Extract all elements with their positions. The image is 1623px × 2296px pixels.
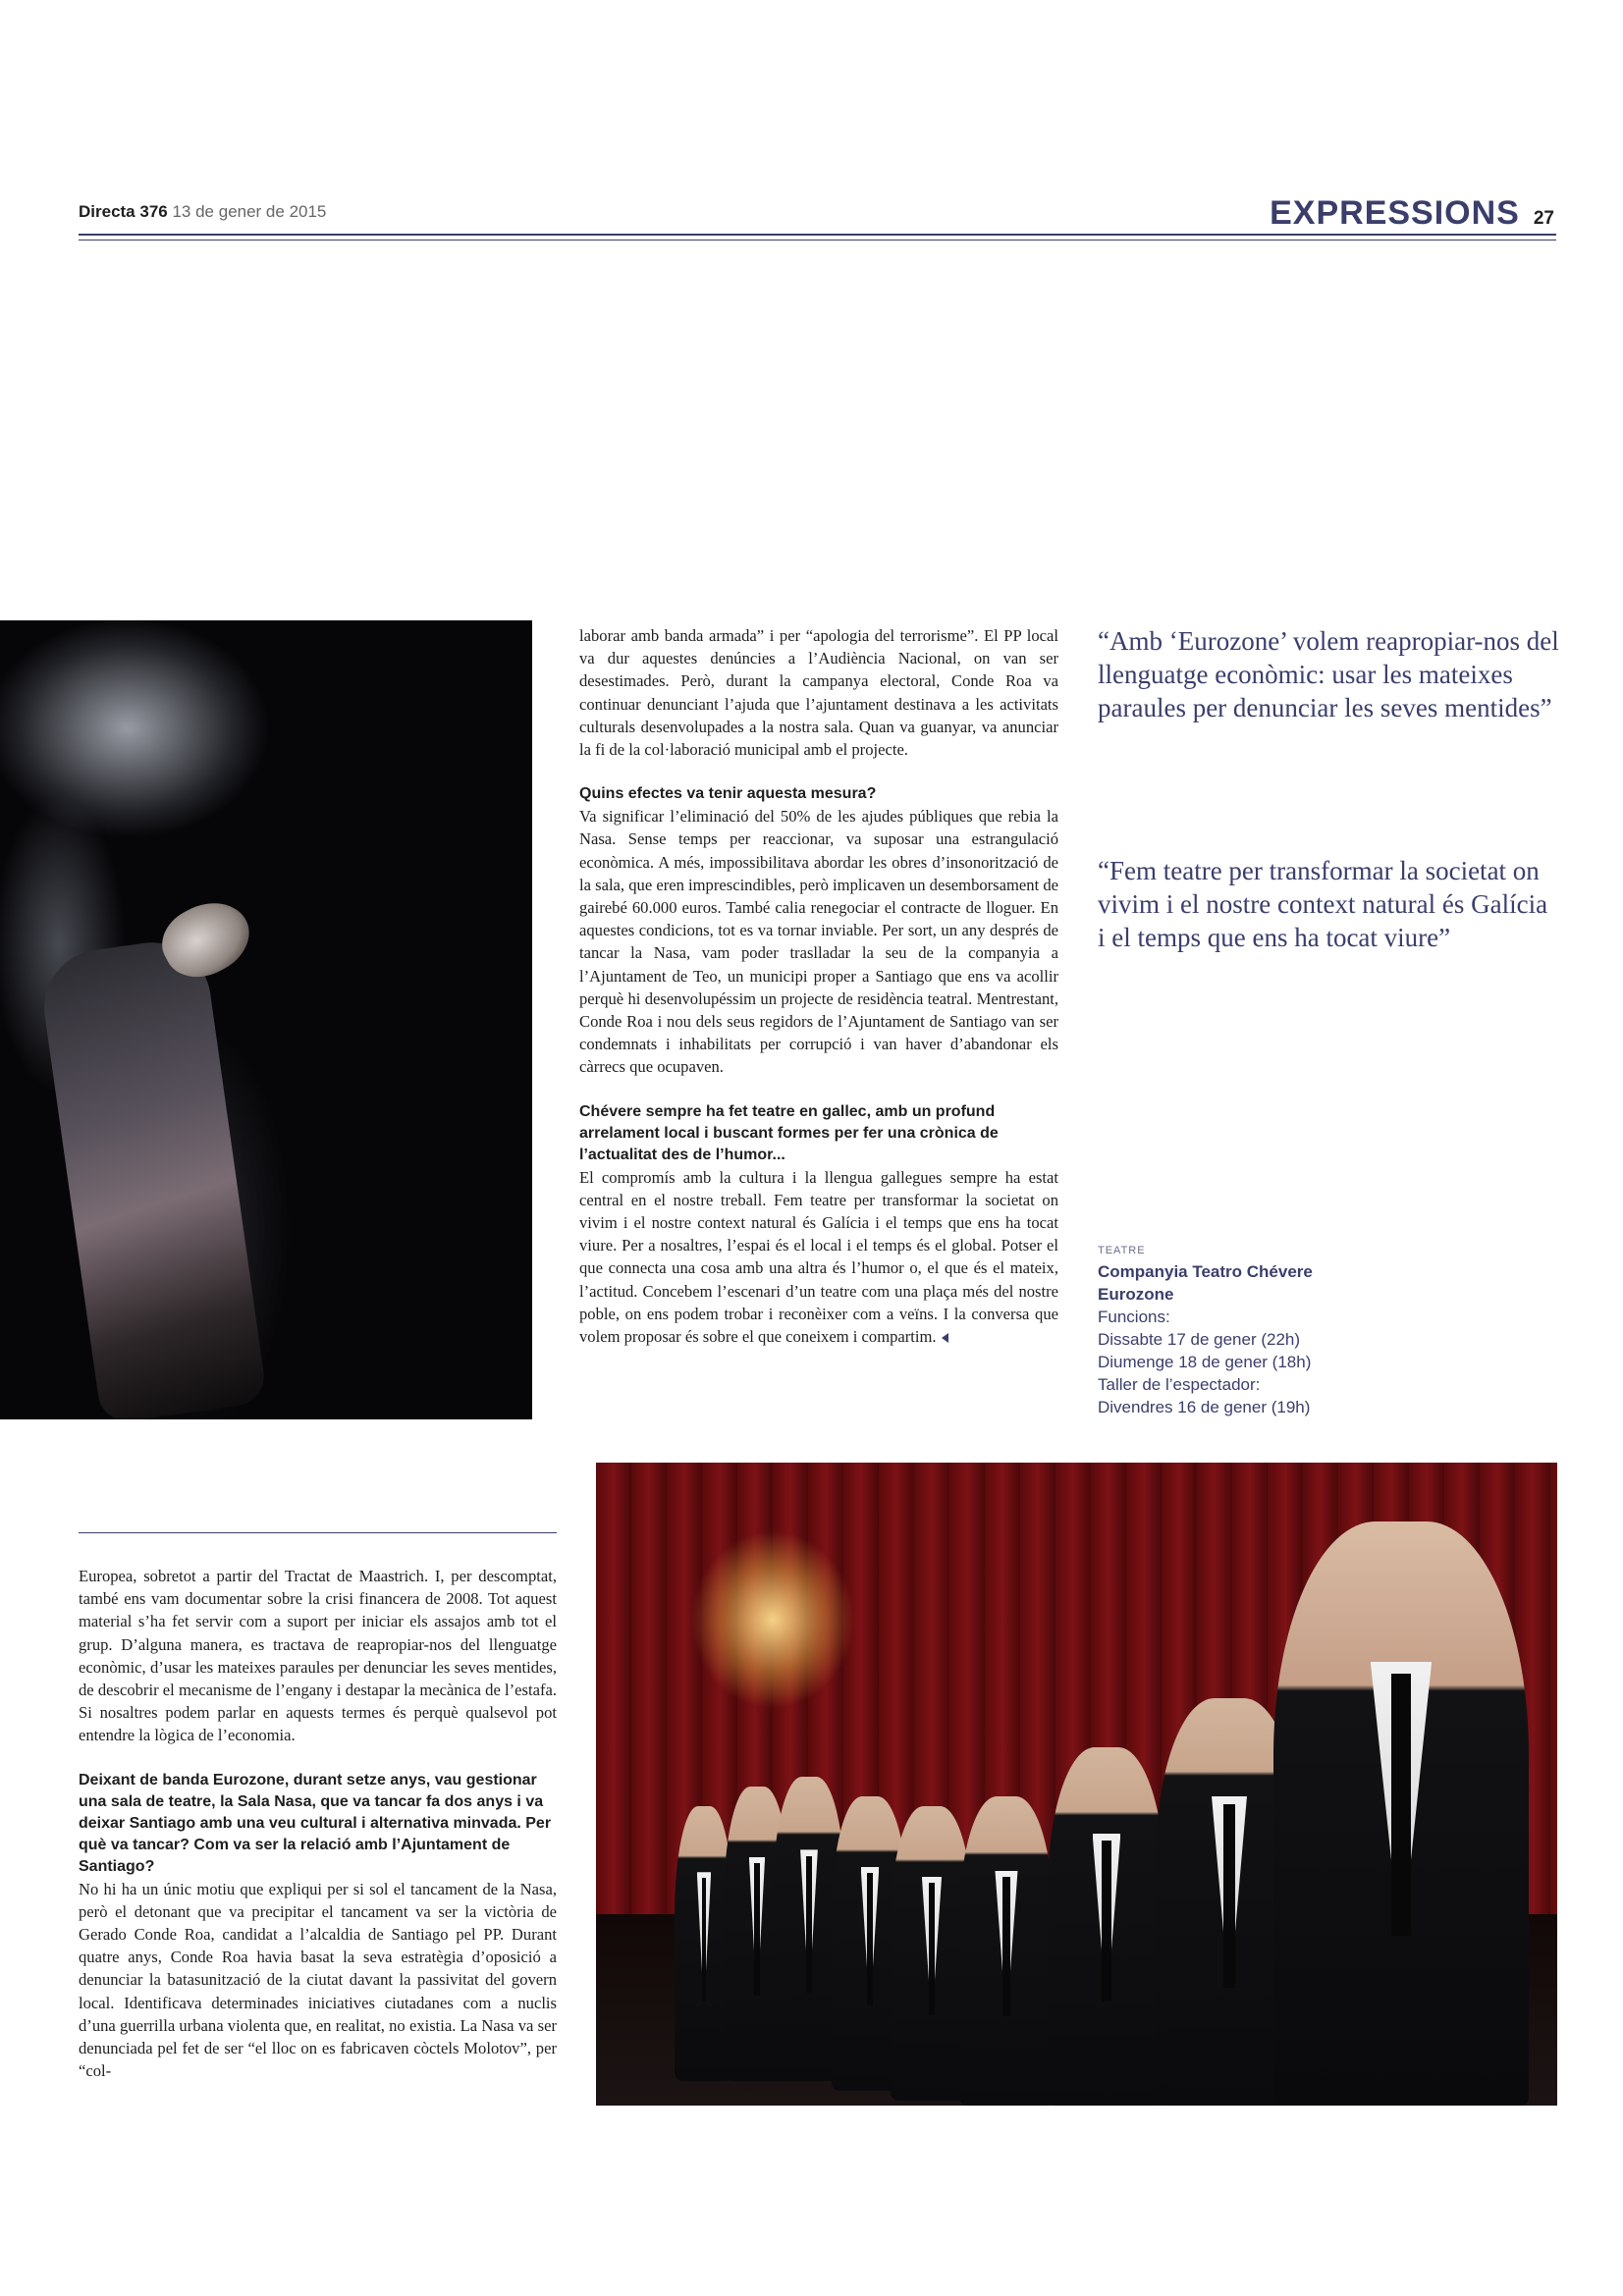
article-paragraph: laborar amb banda armada” i per “apologia del terrorisme”. El PP local va dur aquestes denúncies a l’Audiència Nacional, on van ser desestimades. Però, durant la campanya electoral, Conde Roa va continuar denunciant l’ajuda que l’ajuntament destinava a les activitats culturals desenvolupades a la nostra sala. Quan va guanyar, va anunciar la fi de la col·laboració municipal amb el projecte. (579, 626, 1058, 760)
end-of-article-icon (942, 1333, 948, 1343)
interview-question: Quins efectes va tenir aquesta mesura? (579, 785, 877, 803)
article-paragraph: Va significar l’eliminació del 50% de les ajudes públiques que rebia la Nasa. Sense temps per reaccionar, va suposar una estrangulació econòmica. A més, impossibilitava abordar les obres d’insonorització de la sala, que eren imprescindibles, però implicaven un desemborsament de gairebé 60.000 euros. També calia renegociar el contracte de lloguer. En aquestes condicions, tot es va tornar inviable. Per sort, un any després de tancar la Nasa, vam poder traslladar la seu de la companyia a l’Ajuntament de Teo, un municipi proper a Santiago que ens va acollir perquè hi desenvolupéssim un projecte de residència teatral. Mentrestant, Conde Roa i nou dels seus regidors de l’Ajuntament de Santiago van ser condemnats i inhabilitats per corrupció i van haver d’abandonar els càrrecs que ocupaven. (579, 807, 1058, 1077)
header-rule (79, 234, 1556, 236)
info-line: Diumenge 18 de gener (18h) (1098, 1353, 1312, 1371)
actor-figure (1048, 1747, 1165, 2106)
info-company: Companyia Teatro Chévere (1098, 1262, 1313, 1281)
article-paragraph: El compromís amb la cultura i la llengua gallegues sempre ha estat central en el nostre treball. Fem teatre per transformar la societat on vivim i el nostre context natural és Galícia i el temps que ens ha tocat viure. Per a nosaltres, l’espai és el local i el temps és el global. Potser el que connecta una cosa amb una altra és l’humor o, el que és el mateix, l’actitud. Concebem l’escenari d’un teatre com una plaça més del nostre poble, on ens podem trobar i reconèixer com a veïns. I la conversa que volem proposar és sobre el que coneixem i compartim. (579, 1167, 1058, 1347)
publication-info (79, 202, 326, 222)
publication-date: 13 de gener de 2015 (172, 202, 327, 221)
info-line: Taller de l’espectador: (1098, 1375, 1261, 1394)
article-column-left (79, 1565, 557, 2082)
actor-figure (959, 1796, 1054, 2106)
publication-name: Directa 376 (79, 202, 168, 221)
cast-photo (596, 1463, 1557, 2106)
interview-question: Chévere sempre ha fet teatre en gallec, amb un profund arrelament local i buscant formes per fer una crònica de l’actualitat des de l’humor... (579, 1102, 999, 1163)
interview-question: Deixant de banda Eurozone, durant setze anys, vau gestionar una sala de teatre, la Sala Nasa, que va tancar fa dos anys i va deixar Santiago amb una veu cultural i alternativa minvada. Per què va tancar? Com va ser la relació amb l’Ajuntament de Santiago? (79, 1771, 552, 1875)
article-column-middle (579, 624, 1058, 1348)
show-info-box (1098, 1245, 1392, 1418)
dancer-photo (0, 620, 532, 1419)
article-paragraph: Europea, sobretot a partir del Tractat de Maastrich. I, per descomptat, també ens vam documentar sobre la crisi financera de 2008. Tot aquest material s’ha fet servir com a suport per iniciar els assajos amb tot el grup. D’alguna manera, es tractava de reapropiar-nos del llenguatge econòmic, d’usar les mateixes paraules per denunciar les seves mentides, de descobrir el mecanisme de l’engany i destapar la mecànica de l’estafa. Si nosaltres podem parlar en aquests termes és perquè qualsevol pot entendre la lògica de l’economia. (79, 1567, 557, 1745)
article-paragraph: No hi ha un únic motiu que expliqui per si sol el tancament de la Nasa, però el detonant que va precipitar el tancament va ser la victòria de Gerado Conde Roa, candidat a l’alcaldia de Santiago pel PP. Durant quatre anys, Conde Roa havia basat la seva estratègia d’oposició a denunciar la batasunització de la ciutat davant la passivitat del govern local. Identificava determinades iniciatives ciutadanes com a nuclis d’una guerrilla urbana violenta que, en realitat, no existia. La Nasa va ser denunciada pel fet de ser “el lloc on es fabricaven còctels Molotov”, per “col- (79, 1879, 557, 2081)
pull-quote-1: “Amb ‘Eurozone’ volem reapropiar-nos del llenguatge econòmic: usar les mateixes paraules per denunciar les seves mentides” (1098, 626, 1559, 722)
info-line: Funcions: (1098, 1308, 1170, 1326)
pull-quote-2: “Fem teatre per transformar la societat on vivim i el nostre context natural és Galícia i el temps que ens ha tocat viure” (1098, 856, 1548, 952)
actor-figure-foreground (1273, 1522, 1529, 2106)
info-line: Dissabte 17 de gener (22h) (1098, 1330, 1301, 1349)
info-line: Divendres 16 de gener (19h) (1098, 1398, 1311, 1416)
dancer-figure (36, 935, 267, 1419)
section-header (1270, 194, 1554, 233)
column-rule (79, 1532, 557, 1533)
info-kicker: TEATRE (1098, 1245, 1146, 1256)
section-title: EXPRESSIONS (1270, 194, 1520, 232)
page-number: 27 (1533, 208, 1554, 229)
info-show-title: Eurozone (1098, 1285, 1174, 1304)
